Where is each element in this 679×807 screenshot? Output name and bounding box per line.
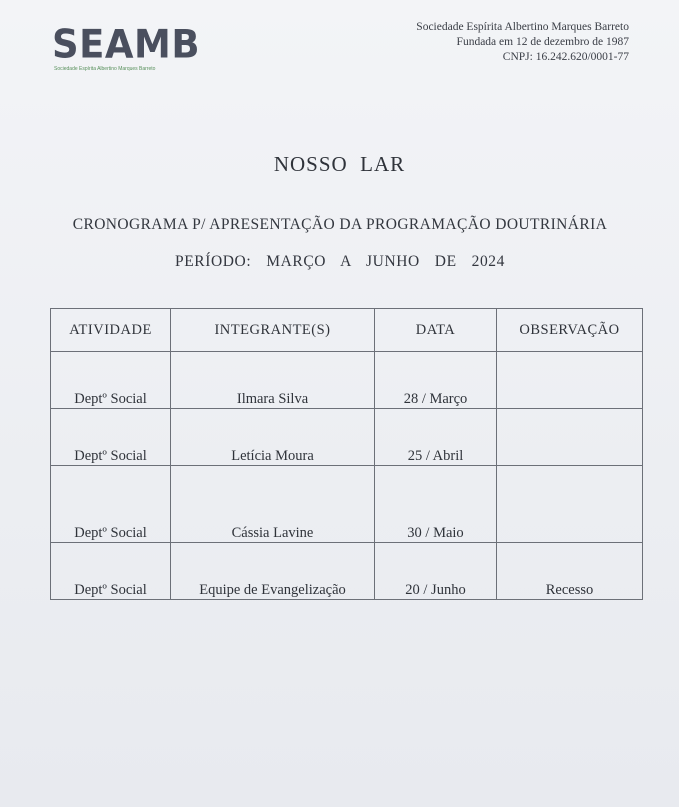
cell-atividade [51, 352, 171, 409]
cell-data [375, 543, 497, 600]
cell-observacao [497, 409, 643, 466]
cell-text: Letícia Moura [231, 448, 314, 464]
cell-integrantes [171, 466, 375, 543]
document-period: PERÍODO: MARÇO A JUNHO DE 2024 [174, 253, 506, 270]
cell-integrantes [171, 409, 375, 466]
cell-text: Equipe de Evangelização [199, 582, 346, 598]
cell-text: 30 / Maio [407, 525, 464, 541]
cell-text: Deptº Social [74, 525, 147, 541]
column-header-data: DATA [375, 309, 497, 352]
org-cnpj: CNPJ: 16.242.620/0001-77 [502, 51, 629, 63]
org-founded: Fundada em 12 de dezembro de 1987 [456, 36, 629, 48]
cell-data [375, 409, 497, 466]
column-header-integrantes: INTEGRANTE(S) [171, 309, 375, 352]
cell-atividade [51, 543, 171, 600]
cell-text: 20 / Junho [405, 582, 466, 598]
cell-text: Ilmara Silva [236, 391, 309, 407]
column-header-atividade: ATIVIDADE [51, 309, 171, 352]
cell-text: Recesso [545, 582, 594, 598]
cell-text: Deptº Social [74, 448, 147, 464]
cell-data [375, 352, 497, 409]
cell-data [375, 466, 497, 543]
cell-text: 28 / Março [403, 391, 468, 407]
cell-observacao [497, 466, 643, 543]
seamb-logo [52, 22, 201, 76]
cell-integrantes [171, 352, 375, 409]
cell-text: Cássia Lavine [231, 525, 314, 541]
cell-text: 25 / Abril [407, 448, 464, 464]
cell-observacao [497, 543, 643, 600]
logo-wordmark: SEAMB [52, 22, 201, 68]
cell-text: Deptº Social [74, 391, 147, 407]
table-row [51, 352, 643, 409]
cell-atividade [51, 466, 171, 543]
table-row [51, 543, 643, 600]
document-title: NOSSO LAR [273, 152, 406, 176]
document-subtitle: CRONOGRAMA P/ APRESENTAÇÃO DA PROGRAMAÇÃO DOUTRINÁRIA [72, 216, 608, 233]
cell-observacao [497, 352, 643, 409]
table-row [51, 466, 643, 543]
schedule-table [50, 308, 643, 600]
cell-integrantes [171, 543, 375, 600]
cell-text: Deptº Social [74, 582, 147, 598]
table-row [51, 409, 643, 466]
cell-atividade [51, 409, 171, 466]
organization-info [416, 20, 629, 65]
column-header-observacao: OBSERVAÇÃO [497, 309, 643, 352]
logo-tagline: Sociedade Espírita Albertino Marques Barreto [54, 66, 156, 72]
table-header-row [51, 309, 643, 352]
org-name: Sociedade Espírita Albertino Marques Barreto [416, 21, 629, 33]
